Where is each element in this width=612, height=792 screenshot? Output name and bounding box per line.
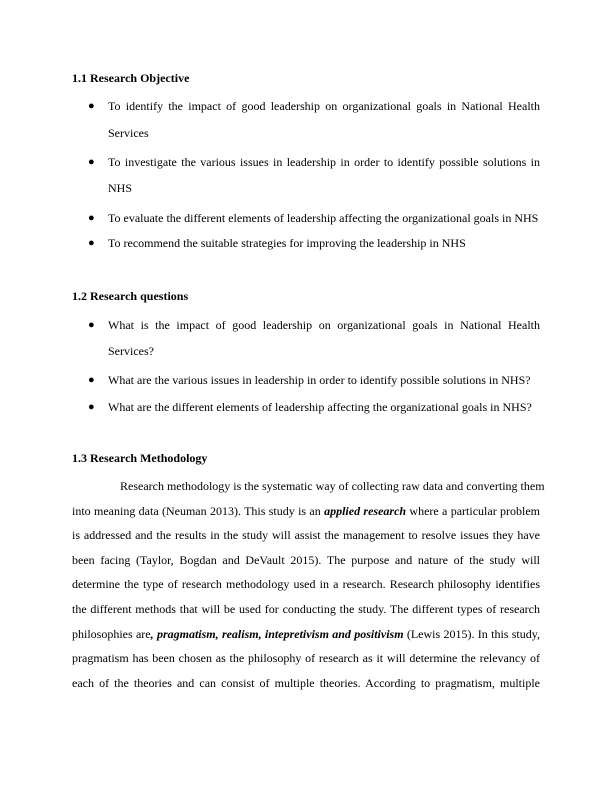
- section-heading: 1.1 Research Objective: [72, 71, 190, 85]
- text-run: Research methodology is the systematic way of collecting raw data and converting them: [120, 479, 545, 493]
- text-run: into meaning data (Neuman 2013). This study is an: [72, 503, 325, 518]
- bullet-icon: ●: [88, 401, 95, 413]
- list-item-text: To recommend the suitable strategies for improving the leadership in NHS: [108, 236, 466, 250]
- list-item-text: What is the impact of good leadership on organizational goals in National Health: [108, 318, 540, 332]
- list-item-text: Services?: [108, 344, 154, 358]
- paragraph-line: [72, 553, 540, 567]
- bullet-icon: ●: [88, 156, 95, 168]
- section-heading: 1.3 Research Methodology: [72, 451, 208, 465]
- text-run: (Lewis 2015). In this study,: [403, 626, 540, 641]
- list-item-text: What are the various issues in leadership in order to identify possible solutions in NHS?: [108, 373, 531, 387]
- text-run: the different methods that will be used for conducting the study. The different types of research: [72, 602, 540, 616]
- bullet-icon: ●: [88, 237, 95, 249]
- paragraph-line: [120, 479, 545, 493]
- emphasized-text: , pragmatism, realism, intepretivism and positivism: [150, 626, 404, 641]
- bullet-icon: ●: [88, 100, 95, 112]
- paragraph-line: [72, 602, 540, 616]
- paragraph-line: [72, 676, 540, 690]
- paragraph-line: [72, 577, 540, 591]
- list-item-text: To identify the impact of good leadership on organizational goals in National Health: [108, 99, 540, 113]
- paragraph-line: [72, 627, 540, 641]
- text-run: each of the theories and can consist of multiple theories. According to pragmatism, multiple: [72, 675, 540, 690]
- text-run: pragmatism has been chosen as the philosophy of research as it will determine the relevancy of: [72, 651, 540, 666]
- text-run: been facing (Taylor, Bogdan and DeVault 2015). The purpose and nature of the study will: [72, 552, 540, 567]
- text-run: is addressed and the results in the study will assist the management to resolve issues they have: [72, 528, 540, 543]
- emphasized-text: applied research: [324, 503, 407, 518]
- list-item-text: To investigate the various issues in leadership in order to identify possible solutions in: [108, 155, 540, 169]
- list-item-text: NHS: [108, 181, 133, 195]
- section-heading: 1.2 Research questions: [72, 289, 189, 303]
- text-run: where a particular problem: [406, 503, 541, 518]
- bullet-icon: ●: [88, 374, 95, 386]
- paragraph-line: [72, 651, 540, 665]
- list-item-text: What are the different elements of leadership affecting the organizational goals in NHS?: [108, 400, 532, 414]
- bullet-icon: ●: [88, 319, 95, 331]
- list-item-text: Services: [108, 126, 149, 140]
- bullet-icon: ●: [88, 212, 95, 224]
- list-item-text: To evaluate the different elements of leadership affecting the organizational goals in NHS: [108, 211, 539, 225]
- paragraph-line: [72, 504, 540, 518]
- text-run: philosophies are: [72, 626, 151, 641]
- paragraph-line: [72, 528, 540, 542]
- text-run: determine the type of research methodology used in a research. Research philosophy identifies: [72, 577, 540, 592]
